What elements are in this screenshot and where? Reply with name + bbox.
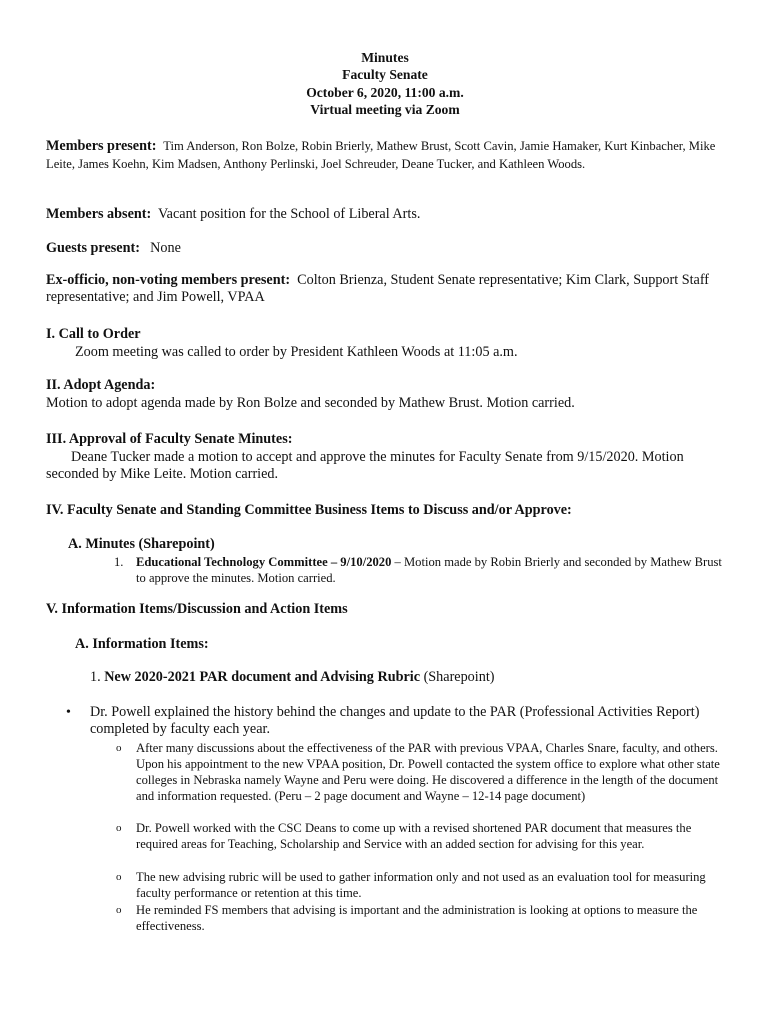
section-5-item-title: New 2020-2021 PAR document and Advising Rubric — [104, 669, 421, 685]
members-present — [46, 137, 724, 172]
section-4-subheading: A. Minutes (Sharepoint) — [68, 536, 215, 552]
exofficio-text: Colton Brienza, Student Senate representative; Kim Clark, Support Staff representative; and Jim Powell, VPAA — [46, 272, 710, 305]
members-present-label: Members present: — [46, 138, 157, 154]
section-5-heading-num: V — [46, 601, 55, 617]
section-4-item-title: Educational Technology Committee – 9/10/2020 — [136, 555, 392, 569]
exofficio-label: Ex-officio, non-voting members present: — [46, 272, 291, 288]
guests-label: Guests present: — [46, 240, 140, 256]
circle-bullet-icon: o — [116, 822, 122, 834]
circle-bullet-icon: o — [116, 871, 122, 883]
members-present-text: Tim Anderson, Ron Bolze, Robin Brierly, Mathew Brust, Scott Cavin, Jamie Hamaker, Kurt Kinbacher, Mike Leite, James Koehn, Kim Madsen, Anthony Perlinski, Joel Schreuder, Deane Tucker, and Kathleen Woods. — [46, 139, 716, 171]
section-5-heading-text: . Information Items/Discussion and Action Items — [54, 601, 348, 617]
section-5-item-text: (Sharepoint) — [420, 669, 495, 685]
section-5-item-number: 1. — [90, 669, 101, 685]
section-5-subheading: A. Information Items: — [75, 636, 209, 652]
section-3-text: Deane Tucker made a motion to accept and approve the minutes for Faculty Senate from 9/15/2020. Motion seconded by Mike Leite. Motion carried. — [46, 449, 684, 482]
section-1-heading: I. Call to Order — [46, 326, 141, 342]
section-4-item-number: 1. — [114, 555, 124, 569]
section-4-item-text: – Motion made by Robin Brierly and seconded by Mathew Brust to approve the minutes. Motion carried. — [136, 555, 722, 585]
sub-bullet-4: He reminded FS members that advising is important and the administration is looking at options to measure the effectiveness. — [136, 903, 698, 933]
members-absent — [46, 205, 726, 223]
section-3-heading: III. Approval of Faculty Senate Minutes: — [46, 431, 293, 447]
section-5-heading — [46, 601, 726, 618]
sub-bullet-3: The new advising rubric will be used to gather information only and not used as an evaluation tool for measuring faculty performance or retention at this time. — [136, 870, 706, 900]
doc-title: Minutes — [361, 50, 409, 65]
guests-text: None — [150, 240, 181, 256]
meeting-date: October 6, 2020, 11:00 a.m. — [306, 85, 464, 100]
circle-bullet-icon: o — [116, 742, 122, 754]
members-absent-text: Vacant position for the School of Liberal Arts. — [158, 206, 421, 222]
members-absent-label: Members absent: — [46, 206, 152, 222]
section-2-heading: II. Adopt Agenda: — [46, 377, 156, 393]
bullet-dot-icon: • — [66, 705, 71, 720]
sub-bullet-2: Dr. Powell worked with the CSC Deans to come up with a revised shortened PAR document that measures the required areas for Teaching, Scholarship and Service with an added section for advising for this year. — [136, 821, 692, 851]
circle-bullet-icon: o — [116, 904, 122, 916]
bullet-main-text: Dr. Powell explained the history behind the changes and update to the PAR (Professional Activities Report) completed by faculty each year. — [90, 704, 700, 737]
section-5-item — [90, 669, 770, 686]
section-4-heading: IV. Faculty Senate and Standing Committee Business Items to Discuss and/or Approve: — [46, 502, 572, 518]
section-4-item — [136, 554, 726, 586]
section-1-text: Zoom meeting was called to order by President Kathleen Woods at 11:05 a.m. — [75, 344, 518, 360]
guests-present — [46, 239, 726, 257]
meeting-location: Virtual meeting via Zoom — [310, 102, 460, 117]
sub-bullet-1: After many discussions about the effectiveness of the PAR with previous VPAA, Charles Snare, faculty, and others. Upon his appointment to the new VPAA position, Dr. Powell contacted the system office to explore what other state colleges in Nebraska namely Wayne and Peru were doing. He discovered a difference in the length of the document and information requested. (Peru – 2 page document and Wayne – 12-14 page document) — [136, 741, 720, 803]
exofficio-members — [46, 272, 726, 306]
section-2-text: Motion to adopt agenda made by Ron Bolze and seconded by Mathew Brust. Motion carried. — [46, 395, 575, 411]
doc-subtitle: Faculty Senate — [342, 67, 428, 82]
